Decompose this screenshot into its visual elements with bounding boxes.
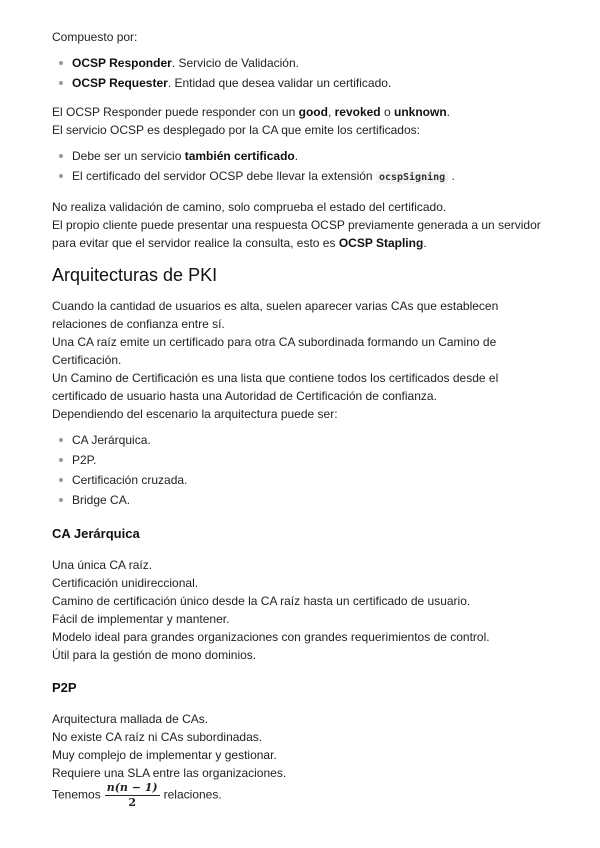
hier-line: Certificación unidireccional. — [52, 576, 199, 590]
p2p-line: No existe CA raíz ni CAs subordinadas. — [52, 730, 263, 744]
pki-heading: Arquitecturas de PKI — [52, 265, 218, 285]
list-item — [72, 166, 548, 188]
text: Debe ser un servicio — [72, 149, 185, 163]
text: , — [327, 105, 335, 119]
list-item: Certificación cruzada. — [72, 470, 548, 490]
formula-prefix: Tenemos — [52, 787, 101, 802]
term-desc: . Entidad que desea validar un certificado. — [167, 76, 392, 90]
p2p-lines — [52, 710, 548, 809]
ocsp-components-list — [52, 53, 548, 93]
text: . — [451, 169, 455, 183]
hier-line: Modelo ideal para grandes organizaciones con grandes requerimientos de control. — [52, 630, 490, 644]
term-desc: . Servicio de Validación. — [171, 56, 299, 70]
p2p-line: Muy complejo de implementar y gestionar. — [52, 748, 277, 762]
term-ocsp-responder: OCSP Responder — [72, 56, 172, 70]
ocsp-stapling-term: OCSP Stapling — [338, 236, 424, 250]
text: El certificado del servidor OCSP debe llevar la extensión — [72, 169, 376, 183]
text: . — [294, 149, 299, 163]
list-item — [72, 146, 548, 166]
hier-line: Camino de certificación único desde la CA raíz hasta un certificado de usuario. — [52, 594, 471, 608]
p2p-line: Requiere una SLA entre las organizaciones. — [52, 766, 287, 780]
list-item — [72, 53, 548, 73]
ca-hierarchical-heading: CA Jerárquica — [52, 526, 140, 541]
composed-by-text: Compuesto por: — [52, 30, 138, 44]
p2p-line: Arquitectura mallada de CAs. — [52, 712, 209, 726]
pki-line: Una CA raíz emite un certificado para otra CA subordinada formando un Camino de Certificación. — [52, 335, 497, 367]
hier-line: Útil para la gestión de mono dominios. — [52, 648, 257, 662]
formula-numerator: n(n − 1) — [106, 781, 158, 794]
inline-code: ocspSigning — [376, 171, 448, 184]
relations-formula — [105, 782, 160, 809]
hier-line: Una única CA raíz. — [52, 558, 153, 572]
list-item: CA Jerárquica. — [72, 430, 548, 450]
pki-types-list — [52, 430, 548, 510]
formula-suffix: relaciones. — [163, 787, 222, 802]
text: El propio cliente puede presentar una respuesta OCSP previamente generada a un servidor para evitar que el servidor realice la consulta, esto es — [52, 218, 541, 250]
good-term: good — [298, 105, 328, 119]
p2p-heading: P2P — [52, 680, 77, 695]
deploy-requirements-list — [52, 146, 548, 188]
responder-line — [52, 103, 548, 121]
list-item — [72, 73, 548, 93]
pki-description — [52, 297, 548, 423]
stapling-paragraph — [52, 216, 548, 252]
ca-hierarchical-lines — [52, 556, 548, 664]
pki-line: Un Camino de Certificación es una lista que contiene todos los certificados desde el certificado de usuario hasta una Autoridad de Certificación de confianza. — [52, 371, 499, 403]
no-path-line: No realiza validación de camino, solo comprueba el estado del certificado. — [52, 200, 447, 214]
list-item: P2P. — [72, 450, 548, 470]
text: . — [446, 105, 450, 119]
deployed-line: El servicio OCSP es desplegado por la CA que emite los certificados: — [52, 123, 420, 137]
list-item: Bridge CA. — [72, 490, 548, 510]
unknown-term: unknown — [393, 105, 447, 119]
bold-text: también certificado — [184, 149, 295, 163]
text: . — [423, 236, 427, 250]
text: o — [380, 105, 394, 119]
pki-line: Dependiendo del escenario la arquitectura puede ser: — [52, 407, 338, 421]
pki-line: Cuando la cantidad de usuarios es alta, suelen aparecer varias CAs que establecen relaciones de confianza entre sí. — [52, 299, 499, 331]
formula-denominator: 2 — [128, 796, 136, 809]
text: El OCSP Responder puede responder con un — [52, 105, 299, 119]
term-ocsp-requester: OCSP Requester — [72, 76, 168, 90]
hier-line: Fácil de implementar y mantener. — [52, 612, 230, 626]
revoked-term: revoked — [334, 105, 381, 119]
formula-line — [52, 782, 548, 809]
